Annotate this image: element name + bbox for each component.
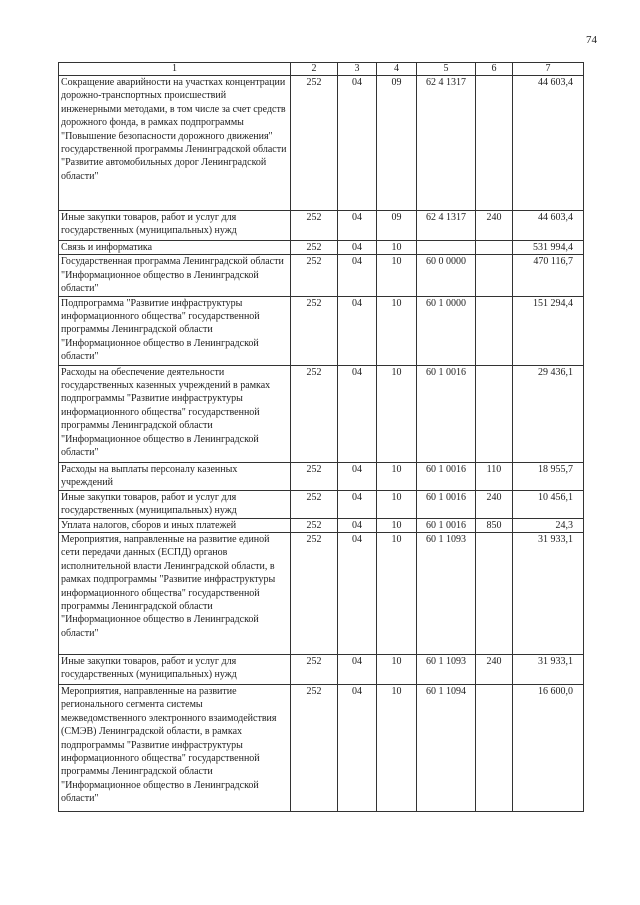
table-row — [59, 655, 584, 685]
subsection-code-cell: 10 — [377, 518, 417, 532]
target-article-cell: 60 1 0016 — [417, 490, 476, 518]
ministry-code-cell: 252 — [291, 241, 338, 255]
section-code-cell: 04 — [338, 255, 377, 296]
section-code-cell: 04 — [338, 533, 377, 655]
table-row — [59, 211, 584, 241]
row-name-cell: Мероприятия, направленные на развитие единой сети передачи данных (ЕСПД) органов исполнительной власти Ленинградской области, в рамках подпрограммы "Развитие инфраструктуры информационного общества" государственной программы Ленинградской области "Информационное общество в Ленинградской области" — [59, 533, 291, 655]
column-header: 6 — [476, 63, 513, 76]
table-row — [59, 296, 584, 365]
amount-cell: 10 456,1 — [513, 490, 584, 518]
row-name-cell: Расходы на обеспечение деятельности государственных казенных учреждений в рамках подпрограммы "Развитие инфраструктуры информационного общества" государственной программы Ленинградской области "Информационное общество в Ленинградской области" — [59, 365, 291, 462]
column-header: 3 — [338, 63, 377, 76]
section-code-cell: 04 — [338, 365, 377, 462]
page-number: 74 — [586, 34, 597, 46]
table-row — [59, 533, 584, 655]
target-article-cell — [417, 241, 476, 255]
ministry-code-cell: 252 — [291, 255, 338, 296]
expense-type-cell — [476, 685, 513, 812]
ministry-code-cell: 252 — [291, 76, 338, 211]
amount-cell: 24,3 — [513, 518, 584, 532]
subsection-code-cell: 09 — [377, 211, 417, 241]
table-row — [59, 241, 584, 255]
row-name-cell: Иные закупки товаров, работ и услуг для государственных (муниципальных) нужд — [59, 655, 291, 685]
ministry-code-cell: 252 — [291, 685, 338, 812]
section-code-cell: 04 — [338, 685, 377, 812]
amount-cell: 44 603,4 — [513, 211, 584, 241]
amount-cell: 18 955,7 — [513, 462, 584, 490]
section-code-cell: 04 — [338, 462, 377, 490]
target-article-cell: 60 1 1093 — [417, 655, 476, 685]
row-name-cell: Государственная программа Ленинградской области "Информационное общество в Ленинградской области" — [59, 255, 291, 296]
table-row — [59, 255, 584, 296]
ministry-code-cell: 252 — [291, 490, 338, 518]
expense-type-cell: 240 — [476, 211, 513, 241]
budget-table — [58, 62, 584, 812]
table-row — [59, 462, 584, 490]
table-row — [59, 685, 584, 812]
subsection-code-cell: 09 — [377, 76, 417, 211]
amount-cell: 16 600,0 — [513, 685, 584, 812]
target-article-cell: 60 1 0016 — [417, 518, 476, 532]
amount-cell: 29 436,1 — [513, 365, 584, 462]
amount-cell: 470 116,7 — [513, 255, 584, 296]
column-header: 1 — [59, 63, 291, 76]
expense-type-cell: 240 — [476, 655, 513, 685]
target-article-cell: 60 1 0016 — [417, 365, 476, 462]
subsection-code-cell: 10 — [377, 365, 417, 462]
section-code-cell: 04 — [338, 241, 377, 255]
row-name-cell: Подпрограмма "Развитие инфраструктуры информационного общества" государственной программы Ленинградской области "Информационное общество в Ленинградской области" — [59, 296, 291, 365]
target-article-cell: 62 4 1317 — [417, 211, 476, 241]
table-row — [59, 518, 584, 532]
section-code-cell: 04 — [338, 655, 377, 685]
expense-type-cell: 110 — [476, 462, 513, 490]
expense-type-cell — [476, 296, 513, 365]
amount-cell: 31 933,1 — [513, 655, 584, 685]
ministry-code-cell: 252 — [291, 655, 338, 685]
target-article-cell: 60 1 0016 — [417, 462, 476, 490]
row-name-cell: Иные закупки товаров, работ и услуг для государственных (муниципальных) нужд — [59, 490, 291, 518]
amount-cell: 151 294,4 — [513, 296, 584, 365]
row-name-cell: Мероприятия, направленные на развитие регионального сегмента системы межведомственного электронного взаимодействия (СМЭВ) Ленинградской области, в рамках подпрограммы "Развитие инфраструктуры информационного общества" государственной программы Ленинградской области "Информационное общество в Ленинградской области" — [59, 685, 291, 812]
expense-type-cell — [476, 255, 513, 296]
table-row — [59, 490, 584, 518]
subsection-code-cell: 10 — [377, 296, 417, 365]
amount-cell: 531 994,4 — [513, 241, 584, 255]
ministry-code-cell: 252 — [291, 296, 338, 365]
row-name-cell: Связь и информатика — [59, 241, 291, 255]
row-name-cell: Сокращение аварийности на участках концентрации дорожно-транспортных происшествий инженерными методами, в том числе за счет средств дорожного фонда, в рамках подпрограммы "Повышение безопасности дорожного движения" государственной программы Ленинградской области "Развитие автомобильных дорог Ленинградской области" — [59, 76, 291, 211]
subsection-code-cell: 10 — [377, 655, 417, 685]
column-header: 5 — [417, 63, 476, 76]
column-header: 2 — [291, 63, 338, 76]
expense-type-cell: 240 — [476, 490, 513, 518]
ministry-code-cell: 252 — [291, 365, 338, 462]
section-code-cell: 04 — [338, 490, 377, 518]
expense-type-cell: 850 — [476, 518, 513, 532]
subsection-code-cell: 10 — [377, 255, 417, 296]
section-code-cell: 04 — [338, 211, 377, 241]
table-row — [59, 365, 584, 462]
row-name-cell: Расходы на выплаты персоналу казенных учреждений — [59, 462, 291, 490]
target-article-cell: 60 1 1094 — [417, 685, 476, 812]
ministry-code-cell: 252 — [291, 462, 338, 490]
table-header-row — [59, 63, 584, 76]
section-code-cell: 04 — [338, 518, 377, 532]
subsection-code-cell: 10 — [377, 241, 417, 255]
section-code-cell: 04 — [338, 76, 377, 211]
target-article-cell: 62 4 1317 — [417, 76, 476, 211]
ministry-code-cell: 252 — [291, 533, 338, 655]
column-header: 7 — [513, 63, 584, 76]
row-name-cell: Иные закупки товаров, работ и услуг для государственных (муниципальных) нужд — [59, 211, 291, 241]
subsection-code-cell: 10 — [377, 685, 417, 812]
target-article-cell: 60 1 0000 — [417, 296, 476, 365]
expense-type-cell — [476, 365, 513, 462]
subsection-code-cell: 10 — [377, 490, 417, 518]
expense-type-cell — [476, 533, 513, 655]
target-article-cell: 60 1 1093 — [417, 533, 476, 655]
subsection-code-cell: 10 — [377, 462, 417, 490]
amount-cell: 31 933,1 — [513, 533, 584, 655]
ministry-code-cell: 252 — [291, 518, 338, 532]
table-row — [59, 76, 584, 211]
section-code-cell: 04 — [338, 296, 377, 365]
amount-cell: 44 603,4 — [513, 76, 584, 211]
expense-type-cell — [476, 76, 513, 211]
row-name-cell: Уплата налогов, сборов и иных платежей — [59, 518, 291, 532]
target-article-cell: 60 0 0000 — [417, 255, 476, 296]
expense-type-cell — [476, 241, 513, 255]
subsection-code-cell: 10 — [377, 533, 417, 655]
column-header: 4 — [377, 63, 417, 76]
ministry-code-cell: 252 — [291, 211, 338, 241]
